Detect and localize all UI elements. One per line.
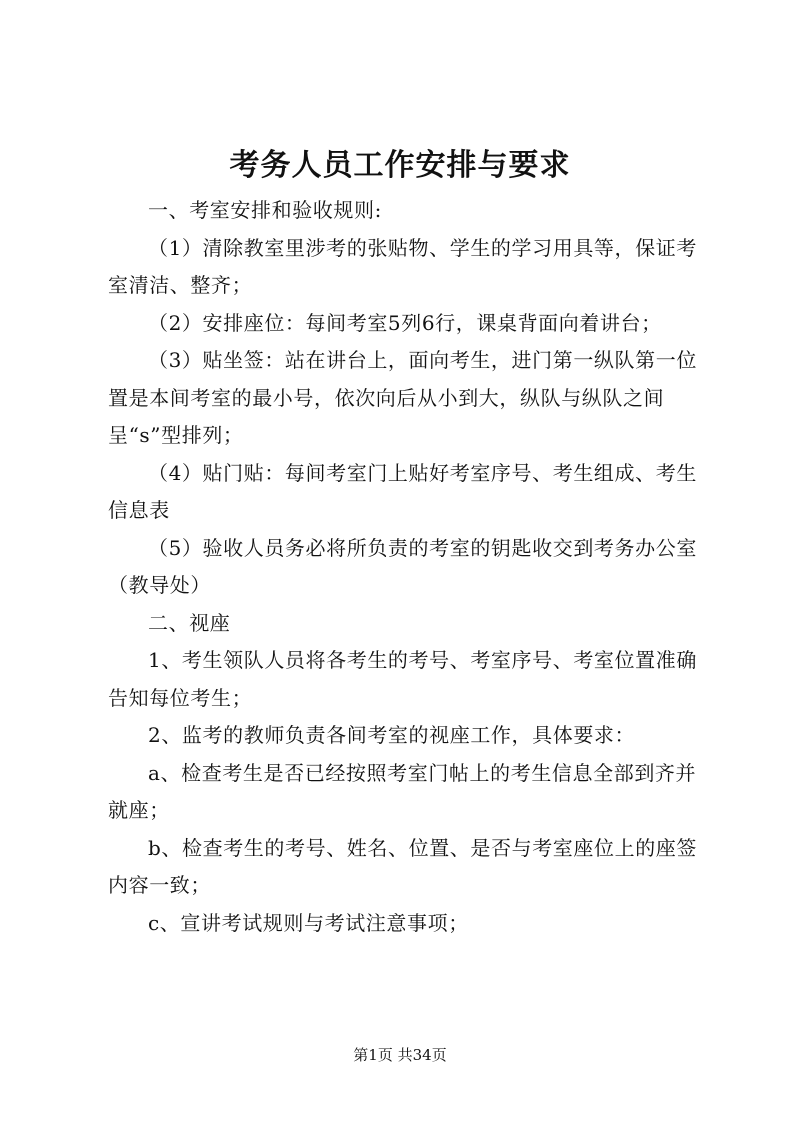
document-body bbox=[108, 192, 708, 942]
page-footer: 第1页 共34页 bbox=[353, 1046, 447, 1064]
paragraph-section-2-heading: 二、视座 bbox=[148, 610, 231, 635]
paragraph-seat-b: b、检查考生的考号、姓名、位置、是否与考室座位上的座签内容一致； bbox=[108, 835, 698, 897]
paragraph-section-1-heading: 一、考室安排和验收规则: bbox=[148, 198, 382, 222]
paragraph-seat-c: c、宣讲考试规则与考试注意事项； bbox=[148, 910, 469, 935]
paragraph-item-5: （5）验收人员务必将所负责的考室的钥匙收交到考务办公室（教导处） bbox=[108, 535, 697, 597]
paragraph-item-1: （1）清除教室里涉考的张贴物、学生的学习用具等，保证考室清洁、整齐； bbox=[108, 235, 697, 297]
document-title: 考务人员工作安排与要求 bbox=[229, 148, 571, 183]
paragraph-seat-a: a、检查考生是否已经按照考室门帖上的考生信息全部到齐并就座； bbox=[108, 760, 697, 822]
paragraph-seat-1: 1、考生领队人员将各考生的考号、考室序号、考室位置准确告知每位考生； bbox=[108, 648, 697, 710]
paragraph-seat-2: 2、监考的教师负责各间考室的视座工作，具体要求： bbox=[148, 723, 636, 747]
paragraph-item-2: （2）安排座位：每间考室5列6行，课桌背面向着讲台； bbox=[148, 310, 662, 335]
paragraph-item-3: （3）贴坐签：站在讲台上，面向考生，进门第一纵队第一位置是本间考室的最小号，依次向后从小到大，纵队与纵队之间呈“s”型排列； bbox=[108, 348, 697, 447]
paragraph-item-4: （4）贴门贴：每间考室门上贴好考室序号、考生组成、考生信息表 bbox=[108, 460, 697, 522]
